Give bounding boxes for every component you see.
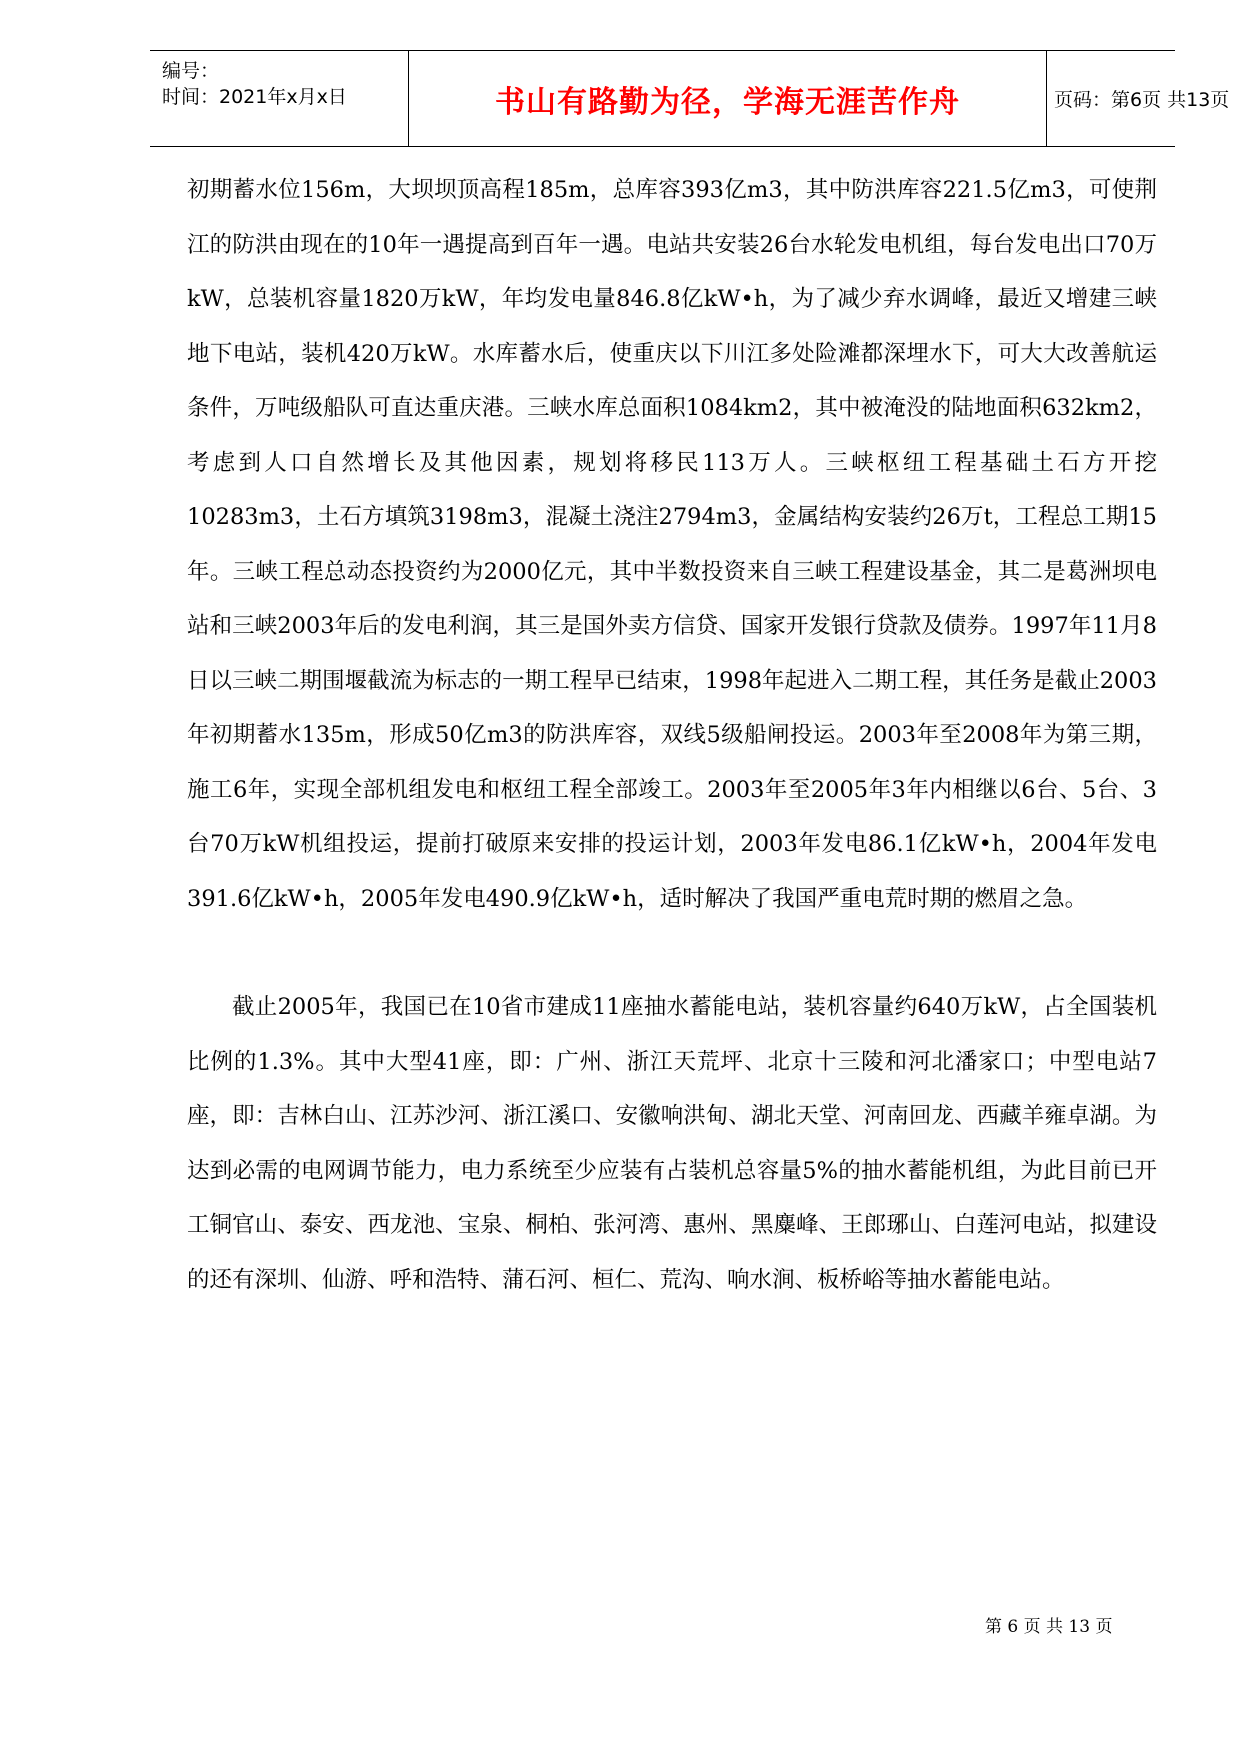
header-page-code: 页码：第6页 共13页 — [1054, 89, 1230, 111]
page-header — [150, 50, 1230, 147]
document-body — [187, 163, 1157, 1307]
document-number-label: 编号： — [162, 60, 220, 82]
paragraph-pumped-storage: 截止2005年，我国已在10省市建成11座抽水蓄能电站，装机容量约640万kW，占全国装机比例的1.3%。其中大型41座，即：广州、浙江天荒坪、北京十三陵和河北潘家口；中型电站7座，即：吉林白山、江苏沙河、浙江溪口、安徽响洪甸、湖北天堂、河南回龙、西藏羊雍卓湖。为达到必需的电网调节能力，电力系统至少应装有占装机总容量5%的抽水蓄能机组，为此目前已开工铜官山、泰安、西龙池、宝泉、桐柏、张河湾、惠州、黑麋峰、王郎琊山、白莲河电站，拟建设的还有深圳、仙游、呼和浩特、蒲石河、桓仁、荒沟、响水涧、板桥峪等抽水蓄能电站。 — [187, 994, 1157, 1293]
paragraph-three-gorges: 初期蓄水位156m，大坝坝顶高程185m，总库容393亿m3，其中防洪库容221.5亿m3，可使荆江的防洪由现在的10年一遇提高到百年一遇。电站共安装26台水轮发电机组，每台发电出口70万kW，总装机容量1820万kW，年均发电量846.8亿kW•h，为了减少弃水调峰，最近又增建三峡地下电站，装机420万kW。水库蓄水后，使重庆以下川江多处险滩都深埋水下，可大大改善航运条件，万吨级船队可直达重庆港。三峡水库总面积1084km2，其中被淹没的陆地面积632km2，考虑到人口自然增长及其他因素，规划将移民113万人。三峡枢纽工程基础土石方开挖10283m3，土石方填筑3198m3，混凝土浇注2794m3，金属结构安装约26万t，工程总工期15年。三峡工程总动态投资约为2000亿元，其中半数投资来自三峡工程建设基金，其二是葛洲坝电站和三峡2003年后的发电利润，其三是国外卖方信贷、国家开发银行贷款及债券。1997年11月8日以三峡二期围堰截流为标志的一期工程早已结束，1998年起进入二期工程，其任务是截止2003年初期蓄水135m，形成50亿m3的防洪库容，双线5级船闸投运。2003年至2008年为第三期，施工6年，实现全部机组发电和枢纽工程全部竣工。2003年至2005年3年内相继以6台、5台、3台70万kW机组投运，提前打破原来安排的投运计划，2003年发电86.1亿kW•h，2004年发电391.6亿kW•h，2005年发电490.9亿kW•h，适时解决了我国严重电荒时期的燃眉之急。 — [187, 177, 1157, 912]
header-motto: 书山有路勤为径，学海无涯苦作舟 — [495, 84, 960, 120]
header-info-cell — [150, 51, 408, 146]
page-footer: 第 6 页 共 13 页 — [985, 1617, 1113, 1637]
header-page-cell — [1046, 51, 1230, 146]
document-time-label: 时间：2021年x月x日 — [162, 86, 347, 108]
header-motto-cell — [408, 51, 1047, 146]
